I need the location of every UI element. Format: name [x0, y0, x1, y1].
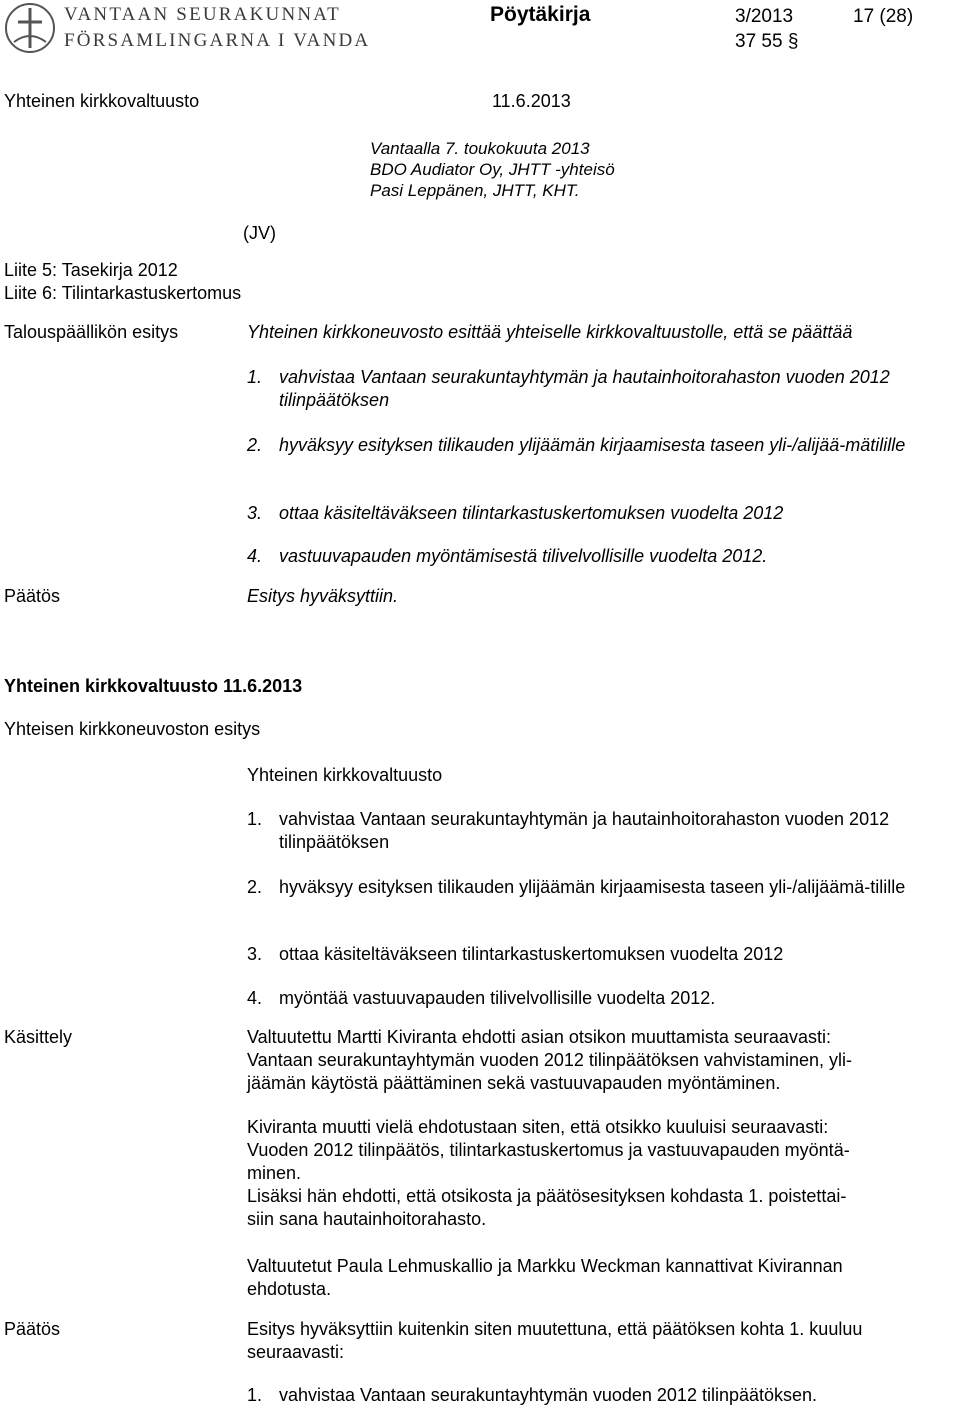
- proposal2-item-2: 2. hyväksyy esityksen tilikauden ylijäämän kirjaamisesta taseen yli-/alijäämä-tilille: [247, 877, 906, 897]
- decision2-label: Päätös: [4, 1319, 61, 1339]
- section-range: 37 55 §: [735, 31, 799, 52]
- decision1-text: Esitys hyväksyttiin.: [247, 586, 399, 606]
- decision1-label: Päätös: [4, 586, 61, 606]
- attachment-6: Liite 6: Tilintarkastuskertomus: [4, 283, 242, 303]
- doc-number: 3/2013: [735, 6, 794, 27]
- cross-emblem-icon: [4, 2, 56, 54]
- signature-place-date: Vantaalla 7. toukokuuta 2013: [370, 139, 590, 158]
- meeting-body: Yhteinen kirkkovaltuusto: [4, 91, 200, 111]
- discussion-paragraph-2: Kiviranta muutti vielä ehdotustaan siten, että otsikko kuuluisi seuraavasti: Vuoden 2012 tilinpäätös, tilintarkastuskertomus ja vastuuvapauden myöntä- minen. Lisäksi hän ehdotti, että otsikosta ja päätösesityksen kohdasta 1. poistettai- siin sana hautainhoitorahasto.: [247, 1117, 850, 1229]
- proposal2-label: Yhteisen kirkkoneuvoston esitys: [4, 719, 261, 739]
- proposal1-item-1: 1. vahvistaa Vantaan seurakuntayhtymän ja hautainhoitorahaston vuoden 2012 tilinpäätöksen: [247, 367, 890, 410]
- org-name-fi: VANTAAN SEURAKUNNAT: [64, 4, 341, 25]
- discussion-paragraph-3: Valtuutetut Paula Lehmuskallio ja Markku Weckman kannattivat Kivirannan ehdotusta.: [247, 1256, 843, 1299]
- decision2-text: Esitys hyväksyttiin kuitenkin siten muutettuna, että päätöksen kohta 1. kuuluu seuraavasti:: [247, 1319, 863, 1362]
- proposal1-item-2: 2. hyväksyy esityksen tilikauden ylijäämän kirjaamisesta taseen yli-/alijää-mätilille: [247, 435, 906, 455]
- doc-type: Pöytäkirja: [490, 3, 591, 26]
- page-number: 17 (28): [853, 6, 914, 27]
- proposal2-item-4: 4. myöntää vastuuvapauden tilivelvollisille vuodelta 2012.: [247, 988, 716, 1008]
- meeting-heading: Yhteinen kirkkovaltuusto 11.6.2013: [4, 676, 303, 696]
- proposal1-item-3: 3. ottaa käsiteltäväkseen tilintarkastuskertomuksen vuodelta 2012: [247, 503, 784, 523]
- proposal1-item-4: 4. vastuuvapauden myöntämisestä tilivelvollisille vuodelta 2012.: [247, 546, 768, 566]
- proposal2-intro: Yhteinen kirkkovaltuusto: [247, 765, 443, 785]
- proposal2-item-1: 1. vahvistaa Vantaan seurakuntayhtymän ja hautainhoitorahaston vuoden 2012 tilinpäätöksen: [247, 809, 890, 852]
- signature-auditor: Pasi Leppänen, JHTT, KHT.: [370, 181, 580, 200]
- proposal1-label: Talouspäällikön esitys: [4, 322, 179, 342]
- attachment-5: Liite 5: Tasekirja 2012: [4, 260, 178, 280]
- discussion-label: Käsittely: [4, 1027, 73, 1047]
- proposal2-item-3: 3. ottaa käsiteltäväkseen tilintarkastuskertomuksen vuodelta 2012: [247, 944, 784, 964]
- signature-firm: BDO Audiator Oy, JHTT -yhteisö: [370, 160, 615, 179]
- decision2-item-1: 1. vahvistaa Vantaan seurakuntayhtymän vuoden 2012 tilinpäätöksen.: [247, 1385, 818, 1405]
- proposal1-intro: Yhteinen kirkkoneuvosto esittää yhteiselle kirkkovaltuustolle, että se päättää: [247, 322, 853, 342]
- org-name-sv: FÖRSAMLINGARNA I VANDA: [64, 30, 371, 51]
- discussion-paragraph-1: Valtuutettu Martti Kiviranta ehdotti asian otsikon muuttamista seuraavasti: Vantaan seurakuntayhtymän vuoden 2012 tilinpäätöksen vahvistaminen, yli- jäämän käytöstä päättäminen sekä vastuuvapauden myöntäminen.: [247, 1027, 853, 1093]
- meeting-date: 11.6.2013: [492, 91, 571, 111]
- initials: (JV): [243, 223, 276, 243]
- logo: [4, 2, 56, 59]
